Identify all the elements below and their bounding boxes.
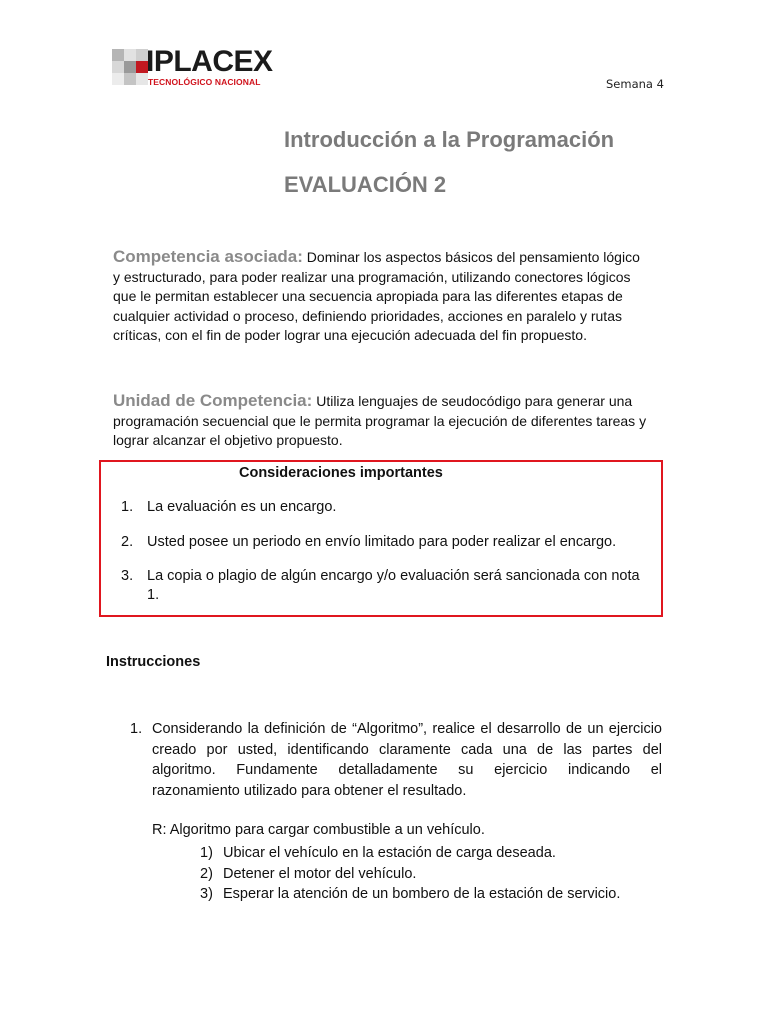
unidad-paragraph [113, 391, 673, 451]
unidad-lead: Unidad de Competencia: [113, 391, 313, 410]
question-item [130, 719, 662, 803]
list-item [121, 533, 640, 552]
logo-brand-text: IPLACEX [146, 45, 273, 78]
list-item [121, 498, 640, 517]
step-number: 3) [200, 886, 213, 902]
list-item [121, 567, 640, 605]
question-line: creado por usted, identificando claramente cada una de las partes del [152, 741, 662, 758]
question-number: 1. [130, 721, 143, 737]
evaluation-title: EVALUACIÓN 2 [284, 172, 447, 197]
competencia-line: Dominar los aspectos básicos del pensamiento lógico [306, 249, 640, 265]
competencia-paragraph [113, 247, 673, 346]
list-item [200, 884, 620, 905]
step-number: 2) [200, 865, 213, 882]
competencia-lead: Competencia asociada: [113, 247, 303, 266]
considerations-title: Consideraciones importantes [239, 465, 443, 481]
step-text: Detener el motor del vehículo. [223, 865, 417, 882]
step-text: Esperar la atención de un bombero de la estación de servicio. [223, 886, 621, 902]
week-label: Semana 4 [606, 77, 664, 91]
list-item [200, 864, 620, 885]
unidad-line: lograr alcanzar el objetivo propuesto. [113, 432, 343, 448]
question-line: algoritmo. Fundamente detalladamente su ejercicio indicando el [152, 762, 662, 778]
unidad-line: Utiliza lenguajes de seudocódigo para generar una [316, 393, 633, 409]
iplacex-logo [112, 45, 273, 89]
instructions-heading: Instrucciones [106, 654, 201, 670]
step-number: 1) [200, 845, 213, 861]
competencia-line: cualquier actividad o proceso, definiendo prioridades, acciones en paralelo y rutas [113, 307, 622, 324]
course-title: Introducción a la Programación [284, 127, 615, 152]
list-item-text: La evaluación es un encargo. [147, 499, 337, 515]
logo-tagline: TECNOLÓGICO NACIONAL [148, 77, 261, 87]
competencia-line: que le permitan establecer una secuencia apropiada para las diferentes etapas de [113, 288, 623, 304]
question-line: razonamiento utilizado para obtener el resultado. [152, 782, 467, 799]
answer-intro: R: Algoritmo para cargar combustible a un vehículo. [152, 822, 485, 838]
unidad-line: programación secuencial que le permita programar la ejecución de diferentes tareas y [113, 412, 647, 429]
question-line: Considerando la definición de “Algoritmo”, realice el desarrollo de un ejercicio [152, 721, 662, 737]
considerations-box [99, 460, 663, 617]
competencia-first-line [113, 247, 673, 268]
list-item-number: 1. [121, 499, 134, 515]
logo-mosaic-icon [112, 49, 148, 85]
list-item-text: 1. [147, 587, 160, 603]
competencia-line: y estructurado, para poder realizar una programación, utilizando conectores lógicos [113, 268, 631, 285]
list-item-number: 3. [121, 568, 134, 584]
competencia-line: críticas, con el fin de poder lograr una ejecución adecuada del fin propuesto. [113, 327, 587, 343]
step-text: Ubicar el vehículo en la estación de carga deseada. [223, 845, 556, 861]
algorithm-steps [200, 843, 620, 905]
list-item-text: Usted posee un periodo en envío limitado para poder realizar el encargo. [147, 534, 617, 550]
question-body [152, 719, 662, 801]
list-item [200, 843, 620, 864]
unidad-first-line [113, 391, 673, 412]
list-item-number: 2. [121, 534, 134, 550]
considerations-list [121, 498, 640, 605]
list-item-text: La copia o plagio de algún encargo y/o evaluación será sancionada con nota [147, 568, 640, 584]
